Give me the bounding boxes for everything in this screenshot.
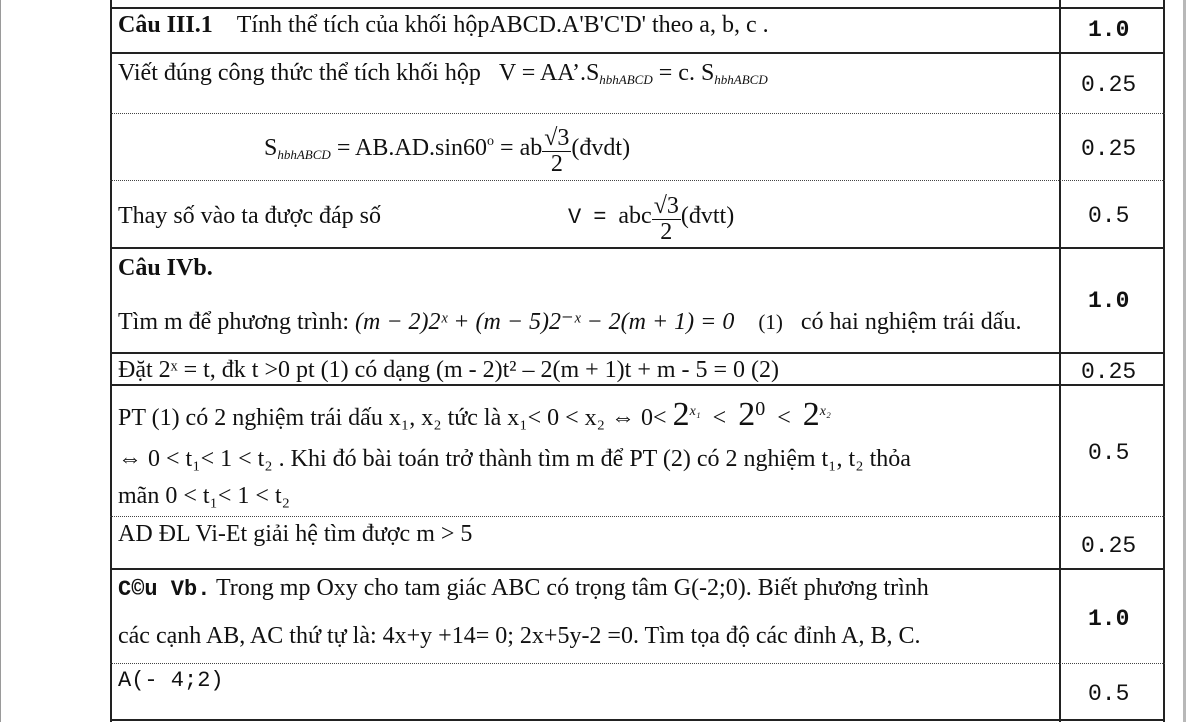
score-value: 0.25 <box>1081 359 1137 385</box>
superscript: o <box>487 134 495 150</box>
table-column-divider <box>1059 0 1061 722</box>
formula: = c. S <box>652 60 715 86</box>
row-border <box>110 52 1165 54</box>
subscript: hbhABCD <box>599 72 653 87</box>
step-text: mãn 0 < t₁< 1 < t₂ <box>118 483 290 509</box>
formula: abc <box>618 203 652 230</box>
score-value: 0.5 <box>1088 681 1130 707</box>
step-text: Thay số vào ta được đáp số <box>118 203 381 229</box>
question-title: C©u Vb. <box>118 577 211 602</box>
score-value: 0.5 <box>1088 440 1130 466</box>
table-right-border <box>1163 0 1165 722</box>
formula: = <box>593 205 607 231</box>
table-left-border <box>110 0 112 722</box>
page-edge-right <box>1183 0 1186 722</box>
score-value: 0.5 <box>1088 203 1130 229</box>
formula: S <box>264 135 278 162</box>
power-exponent: 0 <box>755 398 766 420</box>
row-border <box>110 568 1165 570</box>
row-border <box>110 7 1165 9</box>
question-text: Tìm m để phương trình: <box>118 309 350 335</box>
row-border-dotted <box>110 516 1165 517</box>
row-border <box>110 384 1165 386</box>
unit: (đvdt) <box>571 135 631 162</box>
question-text: Trong mp Oxy cho tam giác ABC có trọng tâm G(-2;0). Biết phương trình <box>210 575 929 601</box>
formula: V = AA’.S <box>498 60 600 86</box>
unit: (đvtt) <box>680 203 735 230</box>
row-border-dotted <box>110 180 1165 181</box>
row-border-dotted <box>110 113 1165 114</box>
fraction-numerator: √3 <box>544 125 570 151</box>
row-border <box>110 352 1165 354</box>
subscript: hbhABCD <box>277 147 331 163</box>
formula: = ab <box>494 135 543 162</box>
score-value: 1.0 <box>1088 17 1130 43</box>
row-border <box>110 719 1165 721</box>
score-value: 0.25 <box>1081 72 1137 98</box>
step-text: Viết đúng công thức thể tích khối hộp <box>118 60 481 86</box>
power-exponent: x₁ <box>689 404 701 419</box>
fraction-denominator: 2 <box>550 151 563 178</box>
fraction-denominator: 2 <box>660 219 673 246</box>
question-title: Câu III.1 <box>118 12 213 38</box>
score-value: 0.25 <box>1081 136 1137 162</box>
power-base: 2 <box>802 396 820 433</box>
question-text: các cạnh AB, AC thứ tự là: 4x+y +14= 0; 2x+5y-2 =0. Tìm tọa độ các đỉnh A, B, C. <box>118 623 921 649</box>
row1-content <box>118 13 769 37</box>
row9-line1 <box>118 576 929 601</box>
question-text: có hai nghiệm trái dấu. <box>800 309 1022 335</box>
fraction <box>652 194 681 245</box>
step-text: PT (1) có 2 nghiệm trái dấu x₁, x₂ tức là x₁< 0 < x₂ ⇔ 0< <box>118 405 667 431</box>
row4-formula <box>568 192 735 246</box>
page-edge-left <box>0 0 1 722</box>
power-base: 2 <box>738 396 756 433</box>
power-exponent: x₂ <box>819 404 831 419</box>
formula: = AB.AD.sin60 <box>330 135 488 162</box>
score-value: 0.25 <box>1081 533 1137 559</box>
answer-table <box>110 0 1165 722</box>
row7-line1 <box>118 398 831 432</box>
step-text: A(- 4;2) <box>118 668 224 693</box>
step-text: AD ĐL Vi-Et giải hệ tìm được m > 5 <box>118 521 473 547</box>
fraction-numerator: √3 <box>653 193 679 219</box>
score-value: 1.0 <box>1088 606 1130 632</box>
step-text: Đặt 2ˣ = t, đk t >0 pt (1) có dạng (m - 2)t² – 2(m + 1)t + m - 5 = 0 (2) <box>118 357 780 383</box>
formula: < <box>712 405 727 431</box>
score-value: 1.0 <box>1088 288 1130 314</box>
step-text: ⇔ 0 < t₁< 1 < t₂ . Khi đó bài toán trở thành tìm m để PT (2) có 2 nghiệm t₁, t₂ thỏa <box>118 446 911 472</box>
equation-label: (1) <box>758 310 783 334</box>
row2-content <box>118 61 768 86</box>
formula: < <box>777 405 791 431</box>
question-text: Tính thể tích của khối hộpABCD.A'B'C'D' theo a, b, c . <box>236 12 769 38</box>
row-border <box>110 247 1165 249</box>
subscript: hbhABCD <box>714 72 768 87</box>
question-title: Câu IVb. <box>118 255 213 281</box>
row5-content <box>118 310 1021 334</box>
row3-formula <box>264 124 631 178</box>
formula: V <box>568 205 582 231</box>
row-border-dotted <box>110 663 1165 664</box>
formula: (m − 2)2ˣ + (m − 5)2⁻ˣ − 2(m + 1) = 0 <box>355 309 735 335</box>
fraction <box>542 126 571 177</box>
power-base: 2 <box>672 396 690 433</box>
